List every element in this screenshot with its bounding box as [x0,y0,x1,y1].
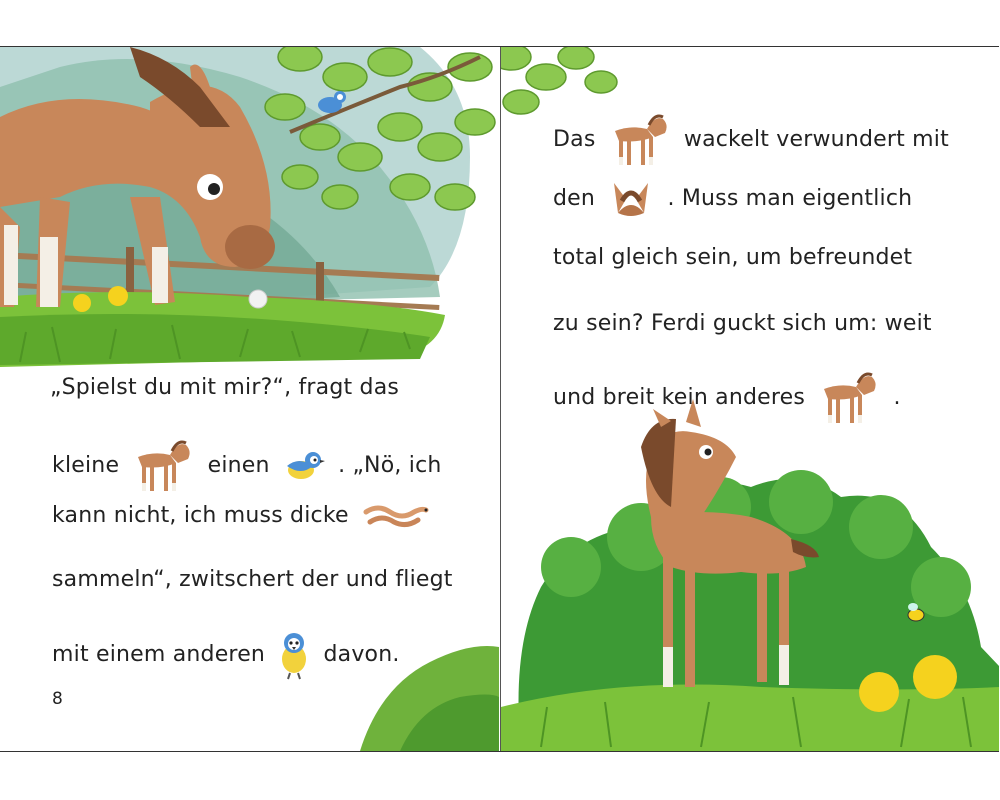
right-page [500,47,999,751]
text-segment: „Spielst du mit mir?“, fragt das [50,375,400,400]
left-page [0,47,499,751]
text-segment: einen [207,453,270,478]
text-segment: . „Nö, ich [338,453,442,478]
pony-ears-icon [608,179,654,219]
page-number: 8 [52,689,63,709]
text-segment: den [553,186,596,211]
text-line-3 [52,501,436,531]
text-line-2 [52,437,442,495]
text-segment: . [893,385,901,410]
text-segment: mit einem anderen [52,642,266,667]
foal-icon [609,111,671,169]
text-segment: davon. [323,642,400,667]
bird-front-icon [278,629,310,681]
text-line-5 [553,369,901,427]
text-line-4 [52,565,453,595]
text-segment: kann nicht, ich muss dicke [52,503,349,528]
text-line-3 [553,243,912,273]
text-line-4 [553,309,932,339]
text-segment: total gleich sein, um befreundet [553,245,913,270]
foal-icon [818,369,880,427]
text-segment: zu sein? Ferdi guckt sich um: weit [553,311,932,336]
text-segment: kleine [52,453,120,478]
worms-icon [362,502,430,530]
text-line-1 [50,373,399,403]
book-spread [0,46,999,752]
text-segment: sammeln“, zwitschert der und fliegt [52,567,453,592]
text-segment: . Muss man eigentlich [667,186,913,211]
text-line-1 [553,111,949,169]
text-segment: Das [553,127,596,152]
text-line-2 [553,179,912,219]
text-line-5 [52,629,400,681]
text-segment: wackelt verwundert mit [683,127,949,152]
bird-icon [283,448,325,484]
text-segment: und breit kein anderes [553,385,806,410]
foal-icon [132,437,194,495]
